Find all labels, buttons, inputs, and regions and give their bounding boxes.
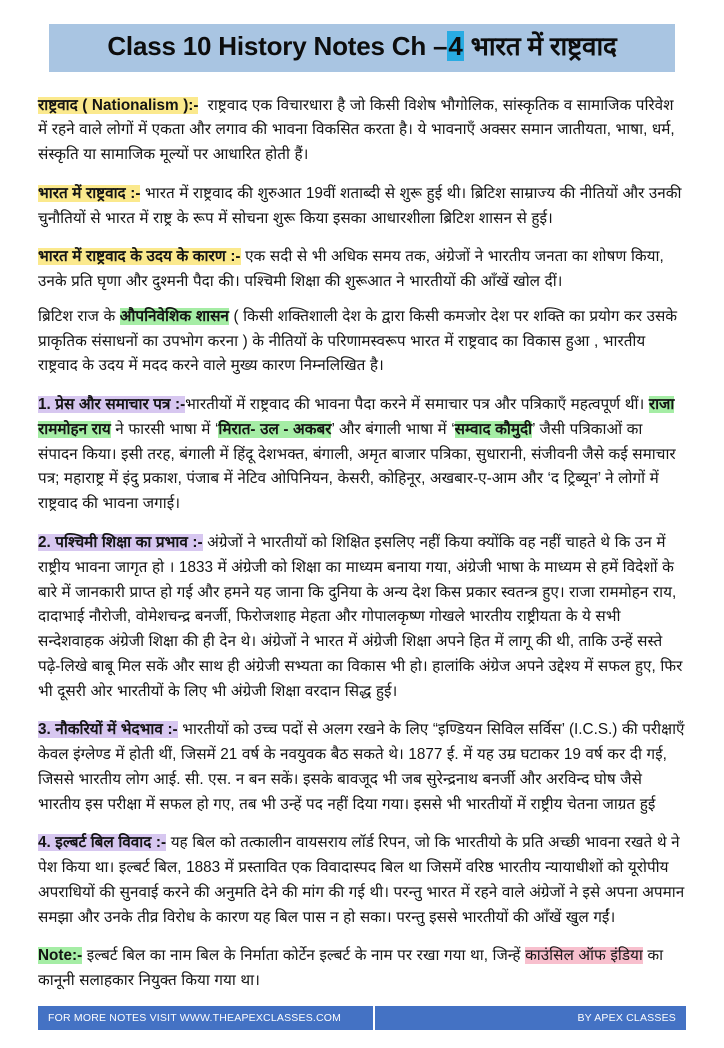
note-part1: इल्बर्ट बिल का नाम बिल के निर्माता कोर्टेन इल्बर्ट के नाम पर रखा गया था, जिन्हें: [82, 947, 526, 965]
page-title: [53, 30, 671, 63]
title-suffix: भारत में राष्ट्रवाद: [470, 31, 617, 61]
page-title-banner: [49, 24, 675, 72]
colonial-rule-after: ( किसी शक्तिशाली देश के द्वारा किसी कमजोर देश पर शक्ति का प्रयोग कर उसके प्राकृतिक संसाधनों का उपभोग करना ) के नीतियों के परिणामस्वरूप भारत में राष्ट्रवाद का विकास हुआ , भारतीय राष्ट्रवाद के उदय में मदद करने वाले मुख्य कारण निम्नलिखित है।: [38, 307, 678, 375]
section-nationalism-heading: राष्ट्रवाद ( Nationalism ):-: [38, 96, 199, 114]
colonial-rule-highlight: औपनिवेशिक शासन: [119, 307, 229, 325]
point-1-journal-2: सम्वाद कौमुदी: [454, 420, 533, 438]
point-1-person: राजा राममोहन राय: [38, 396, 675, 438]
page-footer: [38, 1006, 686, 1030]
point-1-heading: 1. प्रेस और समाचार पत्र :-: [38, 396, 186, 414]
section-point-4: [38, 831, 686, 930]
section-nationalism-in-india-heading: भारत में राष्ट्रवाद :-: [38, 184, 141, 202]
section-nationalism-body: राष्ट्रवाद एक विचारधारा है जो किसी विशेष भौगोलिक, सांस्कृतिक व सामाजिक परिवेश में रहने वाले लोगों में एकता और लगाव की भावना विकसित करता है। ये भावनाएँ अक्सर समान जातीयता, भाषा, धर्म, संस्कृति या सामाजिक मूल्यों पर आधारित होती हैं।: [38, 96, 675, 164]
point-1-part2: ने फारसी भाषा में: [110, 420, 215, 438]
point-4-heading: 4. इल्बर्ट बिल विवाद :-: [38, 834, 167, 852]
footer-credit-text: BY APEX CLASSES: [577, 1012, 676, 1024]
footer-website-text: FOR MORE NOTES VISIT WWW.THEAPEXCLASSES.COM: [38, 1006, 375, 1030]
section-point-1: 1. प्रेस और समाचार पत्र :-भारतीयों में राष्ट्रवाद की भावना पैदा करने में समाचार पत्र और पत्रिकाएँ महत्वपूर्ण थीं। राजा राममोहन राय ने फारसी भाषा में ‘मिरात- उल - अकबर’ और बंगाली भाषा में ‘सम्वाद कौमुदी’ जैसी पत्रिकाओं का संपादन किया। इसी तरह, बंगाली में हिंदू देशभक्त, बंगाली, अमृत बाजार पत्रिका, सुधारानी, संजीवनी जैसे कई समाचार पत्र; महाराष्ट्र में इंदु प्रकाश, पंजाब में नेटिव ओपिनियन, केसरी, कोहिनूर, अखबार-ए-आम और ‘द ट्रिब्यून’ ने लोगों में राष्ट्रवाद की भावना जगाई।: [38, 396, 676, 513]
section-colonial-rule: [38, 305, 686, 379]
note-label: Note:-: [38, 947, 83, 965]
section-note: [38, 944, 686, 994]
point-2-heading: 2. पश्चिमी शिक्षा का प्रभाव :-: [38, 533, 203, 551]
section-causes-heading: भारत में राष्ट्रवाद के उदय के कारण :-: [38, 248, 241, 266]
section-causes-body: एक सदी से भी अधिक समय तक, अंग्रेजों ने भारतीय जनता का शोषण किया, उनके प्रति घृणा और दुश्मनी पैदा की। पश्चिमी शिक्षा की शुरूआत ने भारतीयों की आँखें खोल दीं।: [38, 248, 664, 291]
point-1-part3: और बंगाली भाषा में: [334, 420, 452, 438]
point-1-journal-1: मिरात- उल - अकबर: [218, 420, 332, 438]
note-part2: का कानूनी सलाहकार नियुक्त किया गया था।: [38, 947, 664, 990]
point-3-heading: 3. नौकरियों में भेदभाव :-: [38, 721, 178, 739]
section-nationalism-in-india: [38, 182, 686, 232]
point-4-body: यह बिल को तत्कालीन वायसराय लॉर्ड रिपन, जो कि भारतीयो के प्रति अच्छी भावना रखते थे ने पेश किया था। इल्बर्ट बिल, 1883 में प्रस्तावित एक विवादास्पद बिल था जिसमें वरिष्ठ भारतीय न्यायाधीशों को यूरोपीय अपराधियों की सुनवाई करने की अनुमति देने की मांग की गई थी। परन्तु भारत में रहने वाले अंग्रेजों ने इसे अपना अपमान समझा और उनके तीव्र विरोध के कारण यह बिल पास न हो सका। परन्तु इससे भारतीयों की आँखें खुल गईं।: [38, 834, 685, 926]
colonial-rule-before: ब्रिटिश राज के: [38, 307, 120, 325]
title-prefix: Class 10 History Notes Ch –: [107, 31, 448, 61]
point-1-part4: जैसी पत्रिकाओं का संपादन किया। इसी तरह, बंगाली में हिंदू देशभक्त, बंगाली, अमृत बाजार पत्रिका, सुधारानी, संजीवनी जैसे कई समाचार पत्र; महाराष्ट्र में इंदु प्रकाश, पंजाब में नेटिव ओपिनियन, केसरी, कोहिनूर, अखबार-ए-आम और ‘द ट्रिब्यून’ ने लोगों में राष्ट्रवाद की भावना जगाई।: [38, 420, 676, 513]
section-nationalism-in-india-body: भारत में राष्ट्रवाद की शुरुआत 19वीं शताब्दी से शुरू हुई थी। ब्रिटिश साम्राज्य की नीतियों और उनकी चुनौतियों से भारत में राष्ट्र के रूप में सोचना शुरू किया इसका आधारशीला ब्रिटिश शासन से हुई।: [38, 184, 682, 227]
note-highlight: काउंसिल ऑफ इंडिया: [525, 947, 643, 965]
point-1-part1: भारतीयों में राष्ट्रवाद की भावना पैदा करने में समाचार पत्र और पत्रिकाएँ महत्वपूर्ण थीं।: [185, 396, 649, 414]
point-3-body: भारतीयों को उच्च पदों से अलग रखने के लिए “इण्डियन सिविल सर्विस’ (I.C.S.) की परीक्षाएँ केवल इंग्लेण्ड में होती थीं, जिसमें 21 वर्ष के नवयुवक बैठ सकते थे। 1877 ई. में यह उम्र घटाकर 19 वर्ष कर दी गई, जिससे भारतीय लोग आई. सी. एस. न बन सकें। इसके बावजूद भी जब सुरेन्द्रनाथ बनर्जी और अरविन्द घोष जैसे भारतीय इस परीक्षा में सफल हो गए, तब भी उन्हें पद नहीं दिया गया। इससे भी भारतीयों में राष्ट्रीय चेतना जाग्रत हुई: [38, 721, 685, 813]
section-causes: [38, 245, 686, 295]
point-2-body: अंग्रेजों ने भारतीयों को शिक्षित इसलिए नहीं किया क्योंकि वह नहीं चाहते थे कि उन में राष्ट्रीय भावना जागृत हो । 1833 में अंग्रेजी को शिक्षा का माध्यम बनाया गया, अंग्रेजी भाषा के माध्यम से हमें विदेशों के बारे में जानकारी प्राप्त हो गई और हमने यह जाना कि दुनिया के अन्य देश किस प्रकार स्वतन्त्र हुए। राजा राममोहन राय, दादाभाई नौरोजी, वोमेशचन्द्र बनर्जी, फिरोजशाह मेहता और गोपालकृष्ण गोखले भारतीय राष्ट्रीयता के ये सभी सन्देशवाहक अंग्रेजी शिक्षा की ही देन थे। अंग्रेजों ने भारत में अंग्रेजी शिक्षा अपने हित में लागू की थी, ताकि उन्हें सस्ते पढ़े-लिखे बाबू मिल सकें और साथ ही अंग्रेजी सभ्यता का विकास भी हो। हालांकि अंग्रेज अपने उद्देश्य में सफल हुए, फिर भी दूसरी ओर भारतीयों के लिए भी अंग्रेजी शिक्षा वरदान सिद्ध हुई।: [38, 533, 683, 700]
section-nationalism: [38, 94, 686, 168]
chapter-number-highlight: 4: [448, 31, 463, 61]
notes-page: [0, 24, 724, 1048]
notes-content: [38, 94, 686, 995]
section-point-3: [38, 718, 686, 817]
section-point-2: [38, 531, 686, 704]
